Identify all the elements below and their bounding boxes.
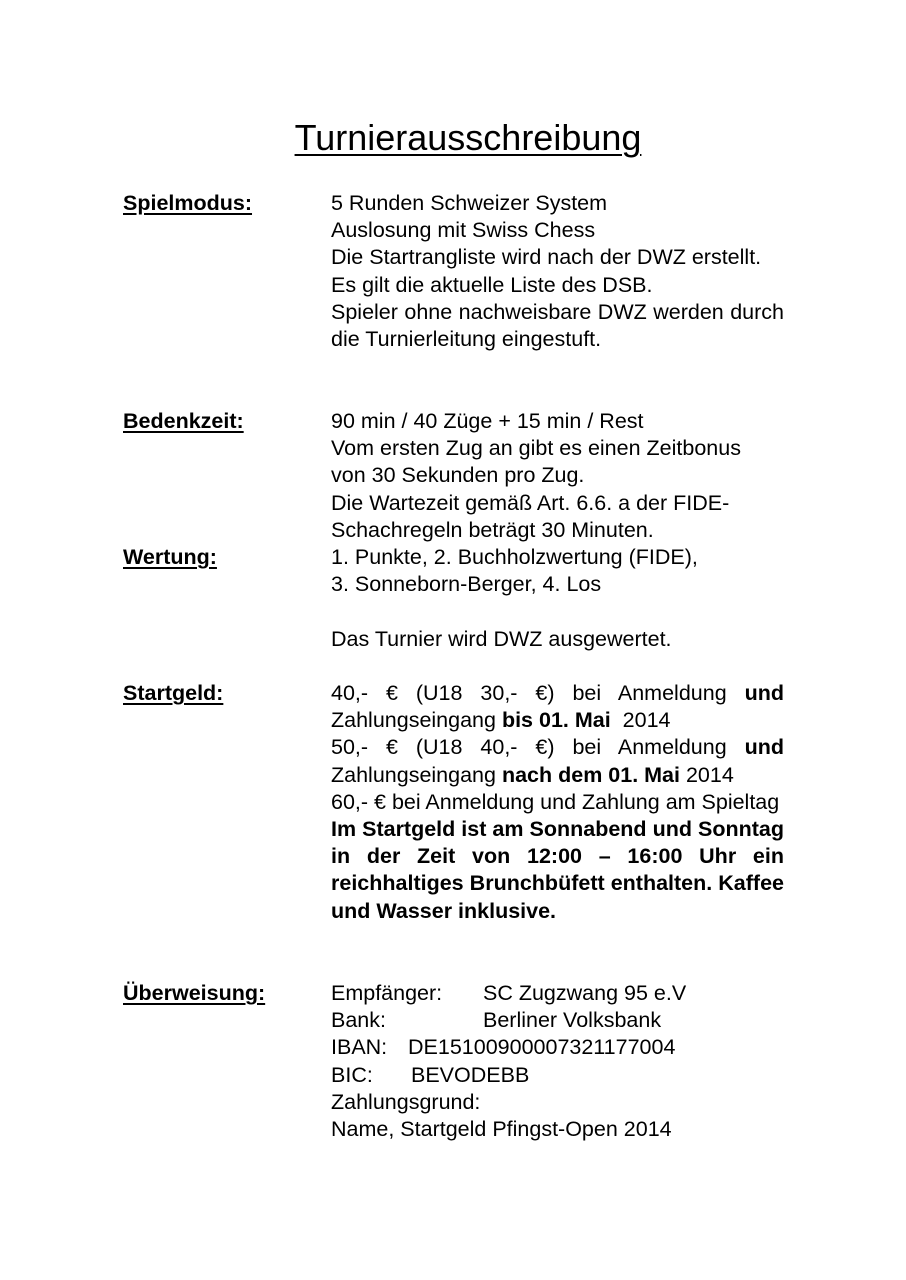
payment-recipient: Empfänger: SC Zugzwang 95 e.V: [331, 981, 687, 1005]
text-line: Die Wartezeit gemäß Art. 6.6. a der FIDE-: [331, 490, 730, 515]
section-label-startgeld: Startgeld:: [123, 681, 224, 705]
fee-item-onsite: 60,- € bei Anmeldung und Zahlung am Spieltag: [331, 789, 780, 814]
section-label-ueberweisung: Überweisung:: [123, 981, 266, 1005]
text-line: Das Turnier wird DWZ ausgewertet.: [331, 626, 672, 651]
payment-bic: BIC: BEVODEBB: [331, 1062, 530, 1087]
section-content-bedenkzeit: [331, 408, 784, 544]
section-label-wertung: Wertung:: [123, 545, 217, 569]
text-line: von 30 Sekunden pro Zug.: [331, 463, 585, 488]
section-content-wertung: [331, 544, 784, 653]
text-paragraph: Die Startrangliste wird nach der DWZ erstellt.: [331, 245, 762, 270]
text-line: 90 min / 40 Züge + 15 min / Rest: [331, 409, 644, 433]
page-title: Turnierausschreibung: [294, 117, 642, 158]
text-line: Vom ersten Zug an gibt es einen Zeitbonus: [331, 436, 741, 461]
section-label-bedenkzeit: Bedenkzeit:: [123, 409, 244, 433]
text-line: 5 Runden Schweizer System: [331, 191, 608, 215]
payment-reason-value: Name, Startgeld Pfingst-Open 2014: [331, 1117, 672, 1142]
text-line: Auslosung mit Swiss Chess: [331, 218, 596, 243]
section-content-spielmodus: [331, 190, 784, 353]
brunch-notice: Im Startgeld ist am Sonnabend und Sonntag in der Zeit von 12:00 – 16:00 Uhr ein reichhaltiges Brunchbüfett enthalten. Kaffee und Wasser inklusive.: [331, 817, 784, 923]
text-line: Schachregeln beträgt 30 Minuten.: [331, 517, 654, 542]
payment-bank: Bank: Berliner Volksbank: [331, 1008, 662, 1033]
fee-item-early: 40,- € (U18 30,- €) bei Anmeldung und Zahlungseingang bis 01. Mai 2014: [331, 681, 784, 733]
section-label-spielmodus: Spielmodus:: [123, 191, 253, 215]
payment-iban: IBAN: DE15100900007321177004: [331, 1035, 676, 1060]
fee-item-late: 50,- € (U18 40,- €) bei Anmeldung und Zahlungseingang nach dem 01. Mai 2014: [331, 735, 784, 787]
section-content-ueberweisung: [331, 980, 784, 1143]
payment-reason-label: Zahlungsgrund:: [331, 1089, 481, 1114]
text-line: 1. Punkte, 2. Buchholzwertung (FIDE),: [331, 545, 698, 569]
text-paragraph: Spieler ohne nachweisbare DWZ werden durch die Turnierleitung eingestuft.: [331, 299, 784, 352]
section-content-startgeld: [331, 680, 784, 925]
text-line: 3. Sonneborn-Berger, 4. Los: [331, 572, 602, 597]
text-line: Es gilt die aktuelle Liste des DSB.: [331, 272, 653, 297]
